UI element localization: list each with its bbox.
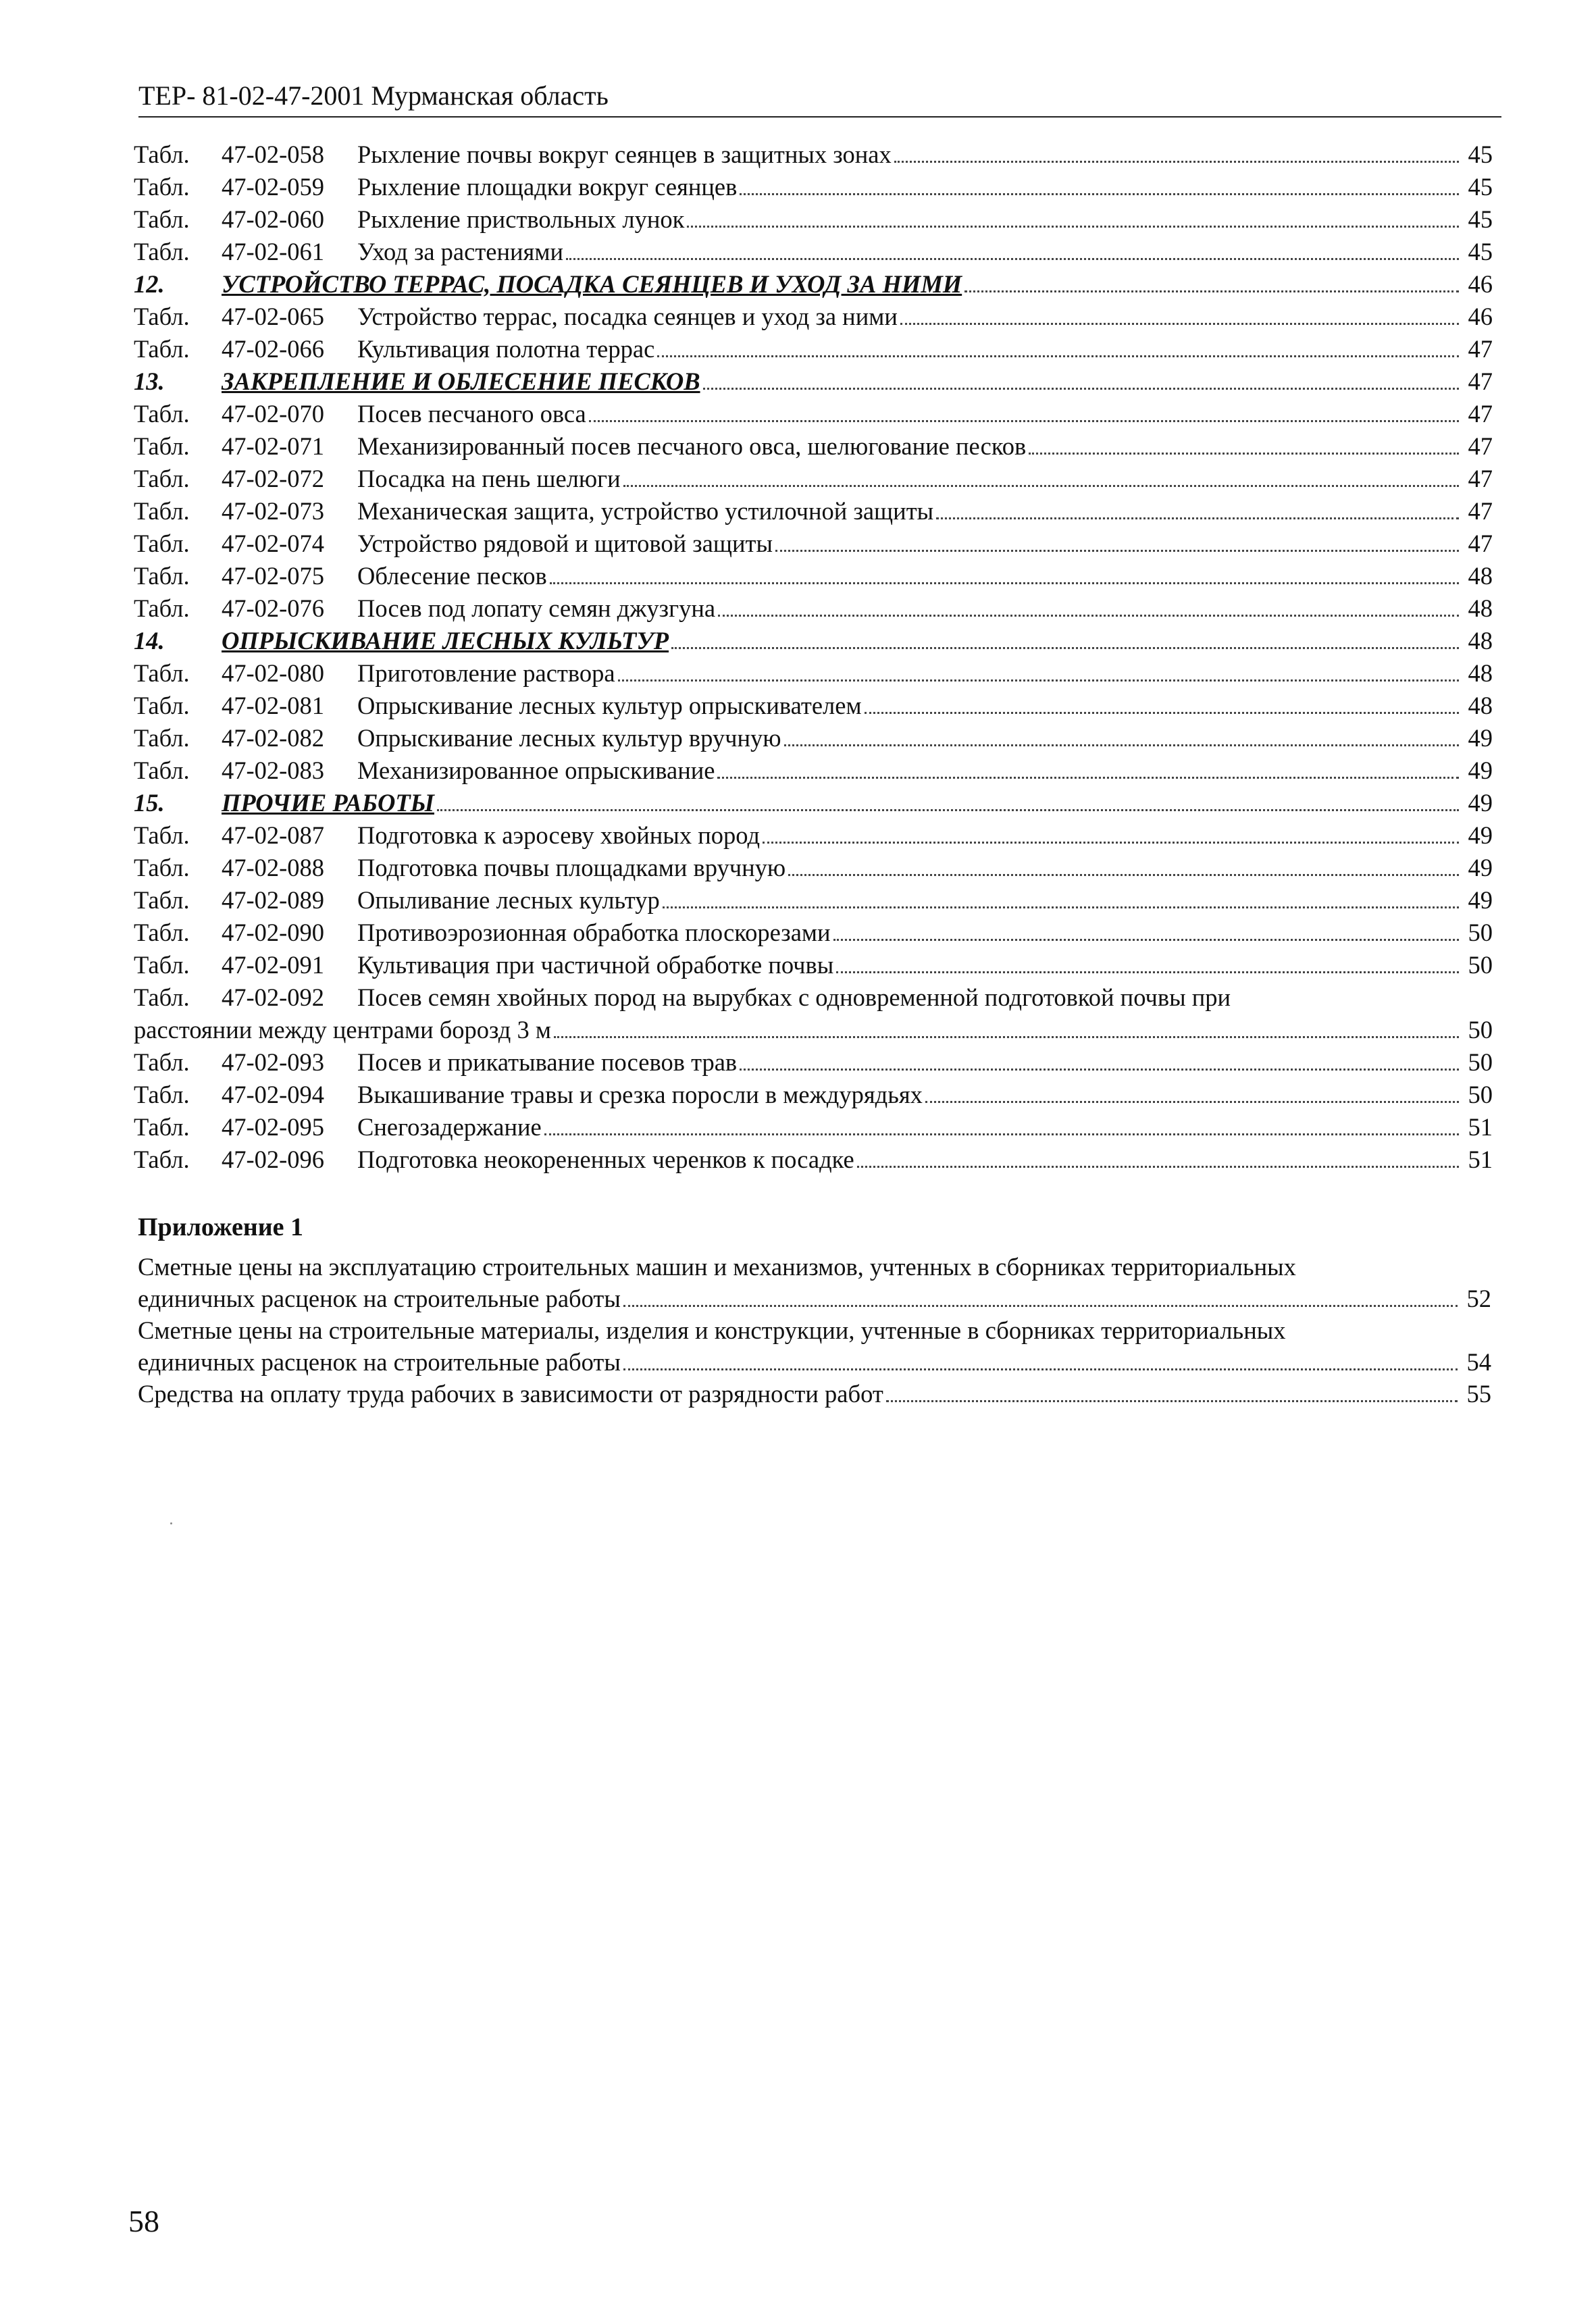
section-number: 13. xyxy=(134,367,165,395)
page-ref: 46 xyxy=(1468,270,1493,298)
dot-leader xyxy=(703,388,1459,390)
dot-leader xyxy=(544,1133,1459,1135)
table-prefix: Табл. xyxy=(134,821,190,849)
table-title: Посев под лопату семян джузгуна xyxy=(357,594,716,622)
appendix-item[interactable] xyxy=(138,1378,1491,1410)
page-ref: 47 xyxy=(1468,432,1493,460)
table-number: 47-02-089 xyxy=(222,886,325,914)
page-ref: 48 xyxy=(1468,594,1493,622)
page-ref: 50 xyxy=(1468,951,1493,979)
table-prefix: Табл. xyxy=(134,140,190,168)
section-number: 15. xyxy=(134,789,165,817)
table-number: 47-02-082 xyxy=(222,724,325,752)
page-ref: 49 xyxy=(1468,854,1493,881)
table-title: Уход за растениями xyxy=(357,238,563,265)
table-prefix: Табл. xyxy=(134,919,190,946)
dot-leader xyxy=(894,161,1459,163)
dot-leader xyxy=(687,226,1459,228)
table-prefix: Табл. xyxy=(134,335,190,363)
dot-leader xyxy=(833,939,1459,941)
table-title: Выкашивание травы и срезка поросли в междурядьях xyxy=(357,1081,923,1108)
toc-table-row[interactable] xyxy=(134,1046,1493,1079)
toc-table-row[interactable] xyxy=(134,917,1493,949)
page-ref: 46 xyxy=(1468,303,1493,330)
toc-table-row[interactable] xyxy=(134,949,1493,981)
page-ref: 51 xyxy=(1468,1113,1493,1141)
table-prefix: Табл. xyxy=(134,659,190,687)
page-ref: 50 xyxy=(1468,1016,1493,1044)
dot-leader xyxy=(623,1368,1458,1370)
table-number: 47-02-072 xyxy=(222,465,325,492)
toc-table-row[interactable] xyxy=(134,560,1493,592)
page-ref: 49 xyxy=(1468,724,1493,752)
table-prefix: Табл. xyxy=(134,497,190,525)
toc-table-row[interactable] xyxy=(134,398,1493,430)
table-number: 47-02-087 xyxy=(222,821,325,849)
page-ref: 52 xyxy=(1466,1285,1491,1312)
page-ref: 49 xyxy=(1468,886,1493,914)
section-number: 12. xyxy=(134,270,165,298)
toc-table-row[interactable] xyxy=(134,333,1493,365)
dot-leader xyxy=(936,517,1459,519)
table-title: Посадка на пень шелюги xyxy=(357,465,621,492)
table-prefix: Табл. xyxy=(134,303,190,330)
section-title: ПРОЧИЕ РАБОТЫ xyxy=(222,789,434,817)
dot-leader xyxy=(925,1101,1459,1103)
dot-leader xyxy=(836,971,1459,973)
toc-table-row[interactable] xyxy=(134,592,1493,625)
table-prefix: Табл. xyxy=(134,238,190,265)
table-title: Опрыскивание лесных культур вручную xyxy=(357,724,781,752)
table-prefix: Табл. xyxy=(134,951,190,979)
table-title: Подготовка почвы площадками вручную xyxy=(357,854,786,881)
appendix-title: Приложение 1 xyxy=(138,1213,304,1241)
table-prefix: Табл. xyxy=(134,886,190,914)
page-ref: 48 xyxy=(1468,692,1493,719)
toc-table-row[interactable] xyxy=(134,657,1493,690)
appendix-section xyxy=(138,1210,1491,1410)
table-prefix: Табл. xyxy=(134,1048,190,1076)
table-number: 47-02-074 xyxy=(222,530,325,557)
dot-leader xyxy=(618,679,1459,682)
table-title: Культивация при частичной обработке почвы xyxy=(357,951,834,979)
toc-table-row[interactable] xyxy=(134,463,1493,495)
section-title: ОПРЫСКИВАНИЕ ЛЕСНЫХ КУЛЬТУР xyxy=(222,627,669,654)
table-number: 47-02-083 xyxy=(222,756,325,784)
page-ref: 48 xyxy=(1468,562,1493,590)
toc-table-row[interactable] xyxy=(134,981,1493,1046)
table-number: 47-02-094 xyxy=(222,1081,325,1108)
page-ref: 45 xyxy=(1468,205,1493,233)
page-ref: 50 xyxy=(1468,1048,1493,1076)
appendix-item[interactable] xyxy=(138,1251,1491,1314)
table-number: 47-02-065 xyxy=(222,303,325,330)
dot-leader xyxy=(857,1166,1459,1168)
table-number: 47-02-058 xyxy=(222,140,325,168)
table-prefix: Табл. xyxy=(134,854,190,881)
toc-table-row[interactable] xyxy=(134,171,1493,203)
table-title: Опыливание лесных культур xyxy=(357,886,660,914)
toc-table-row[interactable] xyxy=(134,1111,1493,1143)
table-prefix: Табл. xyxy=(134,594,190,622)
appendix-item-text: Сметные цены на строительные материалы, изделия и конструкции, учтенные в сборниках территориальных xyxy=(138,1316,1286,1344)
page-ref: 51 xyxy=(1468,1146,1493,1173)
table-prefix: Табл. xyxy=(134,1146,190,1173)
page-ref: 49 xyxy=(1468,756,1493,784)
table-title-cont: расстоянии между центрами борозд 3 м xyxy=(134,1016,551,1044)
table-title: Механизированный посев песчаного овса, шелюгование песков xyxy=(357,432,1027,460)
dot-leader xyxy=(623,485,1459,487)
toc-table-row[interactable] xyxy=(134,1079,1493,1111)
toc-section-row[interactable] xyxy=(134,625,1493,657)
toc-table-row[interactable] xyxy=(134,754,1493,787)
table-number: 47-02-090 xyxy=(222,919,325,946)
table-title: Опрыскивание лесных культур опрыскивателем xyxy=(357,692,862,719)
dot-leader xyxy=(886,1400,1458,1402)
page-header xyxy=(138,80,1501,118)
toc-table-row[interactable] xyxy=(134,819,1493,852)
toc-table-row[interactable] xyxy=(134,236,1493,268)
dot-leader xyxy=(865,712,1459,714)
dot-leader xyxy=(554,1036,1459,1038)
dot-leader xyxy=(718,615,1459,617)
table-title: Снегозадержание xyxy=(357,1113,542,1141)
table-number: 47-02-096 xyxy=(222,1146,325,1173)
toc-table-row[interactable] xyxy=(134,690,1493,722)
table-title: Механизированное опрыскивание xyxy=(357,756,715,784)
section-title: ЗАКРЕПЛЕНИЕ И ОБЛЕСЕНИЕ ПЕСКОВ xyxy=(222,367,700,395)
table-title: Устройство террас, посадка сеянцев и уход за ними xyxy=(357,303,898,330)
toc-table-row[interactable] xyxy=(134,203,1493,236)
table-prefix: Табл. xyxy=(134,983,190,1011)
table-prefix: Табл. xyxy=(134,400,190,428)
table-prefix: Табл. xyxy=(134,432,190,460)
page-ref: 50 xyxy=(1468,1081,1493,1108)
table-title: Рыхление площадки вокруг сеянцев xyxy=(357,173,738,201)
toc-table-row[interactable] xyxy=(134,301,1493,333)
table-number: 47-02-091 xyxy=(222,951,325,979)
dot-leader xyxy=(550,582,1459,584)
toc-table-row[interactable] xyxy=(134,495,1493,528)
table-prefix: Табл. xyxy=(134,1113,190,1141)
dot-leader xyxy=(900,323,1459,325)
toc-table-row[interactable] xyxy=(134,138,1493,171)
appendix-item-text: Средства на оплату труда рабочих в зависимости от разрядности работ xyxy=(138,1380,883,1408)
page-ref: 48 xyxy=(1468,659,1493,687)
table-title: Подготовка к аэросеву хвойных пород xyxy=(357,821,761,849)
table-title: Рыхление почвы вокруг сеянцев в защитных зонах xyxy=(357,140,892,168)
table-number: 47-02-061 xyxy=(222,238,325,265)
dot-leader xyxy=(589,420,1459,422)
table-number: 47-02-060 xyxy=(222,205,325,233)
table-number: 47-02-080 xyxy=(222,659,325,687)
table-number: 47-02-073 xyxy=(222,497,325,525)
table-number: 47-02-070 xyxy=(222,400,325,428)
dot-leader xyxy=(1029,453,1459,455)
page-ref: 45 xyxy=(1468,173,1493,201)
table-title: Подготовка неокорененных черенков к посадке xyxy=(357,1146,854,1173)
table-prefix: Табл. xyxy=(134,692,190,719)
page-ref: 45 xyxy=(1468,238,1493,265)
table-prefix: Табл. xyxy=(134,1081,190,1108)
toc-table-row[interactable] xyxy=(134,722,1493,754)
dot-leader xyxy=(663,906,1459,908)
table-prefix: Табл. xyxy=(134,756,190,784)
dot-leader xyxy=(623,1305,1458,1307)
table-number: 47-02-071 xyxy=(222,432,325,460)
section-title: УСТРОЙСТВО ТЕРРАС, ПОСАДКА СЕЯНЦЕВ И УХОД ЗА НИМИ xyxy=(222,270,962,298)
table-number: 47-02-059 xyxy=(222,173,325,201)
toc-section-row[interactable] xyxy=(134,365,1493,398)
table-prefix: Табл. xyxy=(134,562,190,590)
table-number: 47-02-076 xyxy=(222,594,325,622)
dot-leader xyxy=(437,809,1459,811)
dot-leader xyxy=(566,258,1459,260)
page-ref: 49 xyxy=(1468,821,1493,849)
table-number: 47-02-088 xyxy=(222,854,325,881)
dot-leader xyxy=(775,550,1459,552)
dot-leader xyxy=(740,1069,1459,1071)
page-ref: 48 xyxy=(1468,627,1493,654)
table-prefix: Табл. xyxy=(134,724,190,752)
toc-section-row[interactable] xyxy=(134,787,1493,819)
table-title: Устройство рядовой и щитовой защиты xyxy=(357,530,773,557)
table-number: 47-02-093 xyxy=(222,1048,325,1076)
dot-leader xyxy=(784,744,1459,746)
dot-leader xyxy=(763,842,1459,844)
dot-leader xyxy=(740,193,1459,195)
page-number: 58 xyxy=(128,2204,159,2238)
table-title: Противоэрозионная обработка плоскорезами xyxy=(357,919,831,946)
document-title: ТЕР- 81-02-47-2001 Мурманская область xyxy=(138,80,609,111)
table-prefix: Табл. xyxy=(134,205,190,233)
page-ref: 47 xyxy=(1468,497,1493,525)
table-title: Механическая защита, устройство устилочной защиты xyxy=(357,497,934,525)
table-title: Приготовление раствора xyxy=(357,659,615,687)
dot-leader xyxy=(671,647,1459,649)
page-ref: 47 xyxy=(1468,335,1493,363)
appendix-item-text-cont: единичных расценок на строительные работы xyxy=(138,1285,621,1312)
table-of-contents xyxy=(134,138,1493,1176)
toc-section-row[interactable] xyxy=(134,268,1493,301)
table-number: 47-02-092 xyxy=(222,983,325,1011)
table-title: Посев семян хвойных пород на вырубках с одновременной подготовкой почвы при xyxy=(357,983,1231,1011)
table-number: 47-02-066 xyxy=(222,335,325,363)
appendix-item-text: Сметные цены на эксплуатацию строительных машин и механизмов, учтенных в сборниках территориальных xyxy=(138,1253,1296,1281)
appendix-item[interactable] xyxy=(138,1314,1491,1378)
page-ref: 45 xyxy=(1468,140,1493,168)
dot-leader xyxy=(657,355,1459,357)
toc-table-row[interactable] xyxy=(134,528,1493,560)
dot-leader xyxy=(964,290,1459,292)
table-title: Рыхление приствольных лунок xyxy=(357,205,685,233)
page-ref: 54 xyxy=(1466,1348,1491,1376)
table-title: Посев и прикатывание посевов трав xyxy=(357,1048,738,1076)
page-ref: 47 xyxy=(1468,400,1493,428)
section-number: 14. xyxy=(134,627,165,654)
toc-table-row[interactable] xyxy=(134,430,1493,463)
table-title: Посев песчаного овса xyxy=(357,400,586,428)
table-title: Культивация полотна террас xyxy=(357,335,655,363)
page-ref: 50 xyxy=(1468,919,1493,946)
toc-table-row[interactable] xyxy=(134,884,1493,917)
appendix-item-text-cont: единичных расценок на строительные работы xyxy=(138,1348,621,1376)
dot-leader xyxy=(717,777,1459,779)
table-number: 47-02-081 xyxy=(222,692,325,719)
toc-table-row[interactable] xyxy=(134,1143,1493,1176)
page-ref: 55 xyxy=(1466,1380,1491,1408)
toc-table-row[interactable] xyxy=(134,852,1493,884)
page-ref: 49 xyxy=(1468,789,1493,817)
table-prefix: Табл. xyxy=(134,530,190,557)
table-title: Облесение песков xyxy=(357,562,547,590)
table-prefix: Табл. xyxy=(134,173,190,201)
page-ref: 47 xyxy=(1468,367,1493,395)
table-number: 47-02-095 xyxy=(222,1113,325,1141)
table-prefix: Табл. xyxy=(134,465,190,492)
page-ref: 47 xyxy=(1468,530,1493,557)
table-number: 47-02-075 xyxy=(222,562,325,590)
page-ref: 47 xyxy=(1468,465,1493,492)
dot-leader xyxy=(788,874,1459,876)
scan-speck xyxy=(170,1522,172,1524)
